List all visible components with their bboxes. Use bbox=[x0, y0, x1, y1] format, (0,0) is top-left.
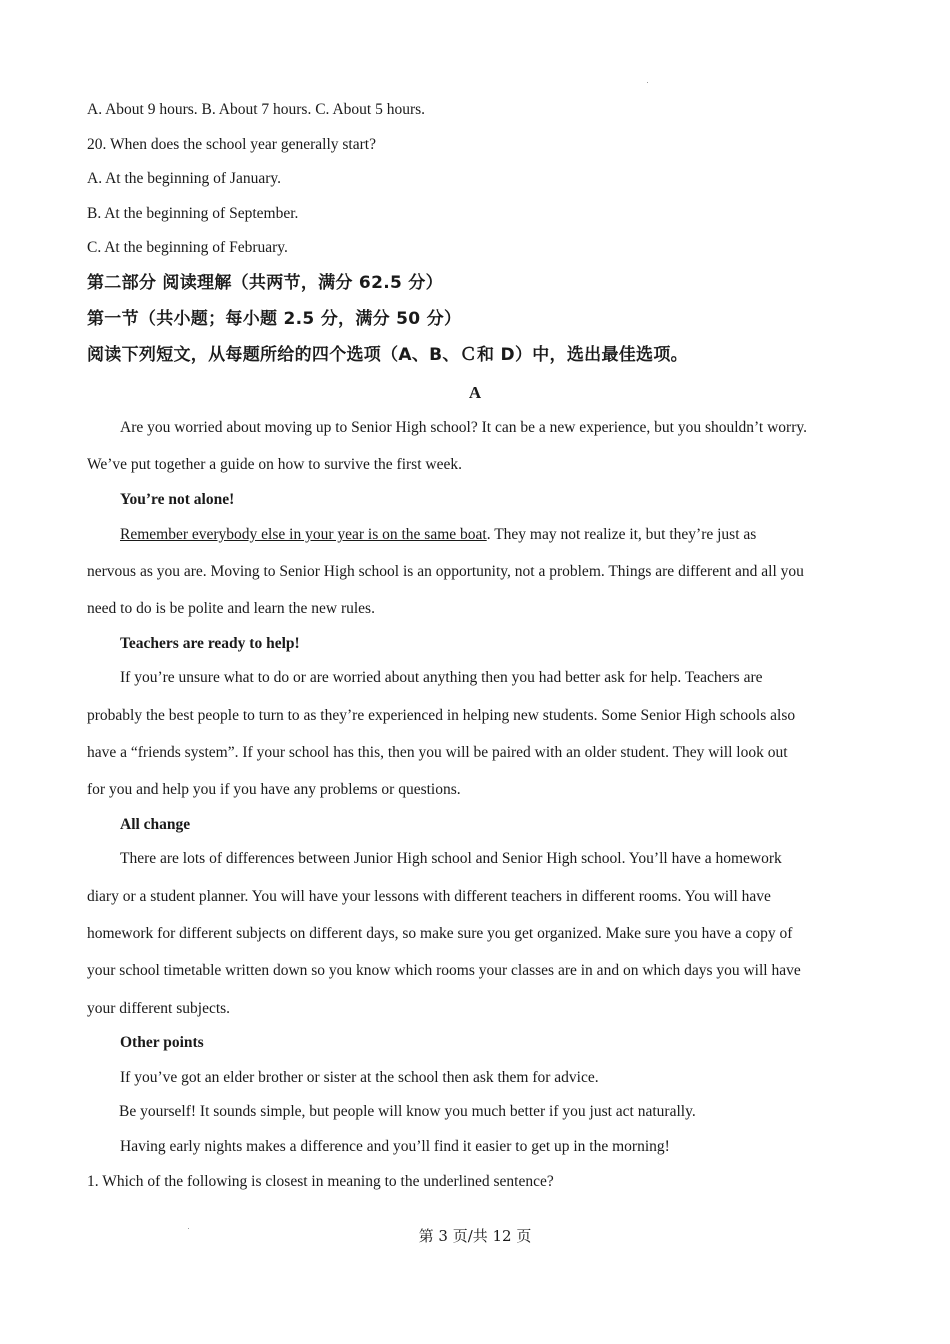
heading-all-change: All change bbox=[120, 816, 191, 833]
part-title: 第二部分 阅读理解（共两节，满分 62.5 分） bbox=[87, 273, 443, 293]
p1-line-1-rest: . They may not realize it, but they’re just as bbox=[486, 526, 757, 543]
q20-option-b: B. At the beginning of September. bbox=[87, 205, 299, 222]
q20-option-c: C. At the beginning of February. bbox=[87, 239, 288, 256]
p3-line-3: homework for different subjects on different days, so make sure you get organized. Make sure you have a copy of bbox=[87, 925, 793, 942]
q20-question: 20. When does the school year generally start? bbox=[87, 136, 376, 153]
section-subtitle: 第一节（共小题；每小题 2.5 分，满分 50 分） bbox=[87, 309, 462, 329]
p2-line-3: have a “friends system”. If your school has this, then you will be paired with an older student. They will look out bbox=[87, 744, 788, 761]
p2-line-1: If you’re unsure what to do or are worried about anything then you had better ask for help. Teachers are bbox=[120, 669, 763, 686]
p4-line-3: Having early nights makes a difference and you’ll find it easier to get up in the morning! bbox=[120, 1138, 670, 1155]
scan-dot bbox=[647, 82, 648, 83]
p4-line-2: Be yourself! It sounds simple, but people will know you much better if you just act naturally. bbox=[119, 1103, 696, 1120]
p3-line-5: your different subjects. bbox=[87, 1000, 231, 1017]
p1-line-3: need to do is be polite and learn the new rules. bbox=[87, 600, 375, 617]
heading-teachers: Teachers are ready to help! bbox=[120, 635, 300, 652]
section-instruction: 阅读下列短文，从每题所给的四个选项（A、B、Ｃ和 D）中，选出最佳选项。 bbox=[87, 345, 688, 365]
p3-line-1: There are lots of differences between Junior High school and Senior High school. You’ll have a homework bbox=[120, 850, 782, 867]
p4-line-1: If you’ve got an elder brother or sister at the school then ask them for advice. bbox=[120, 1069, 599, 1086]
p2-line-2: probably the best people to turn to as they’re experienced in helping new students. Some Senior High schools also bbox=[87, 707, 796, 724]
heading-not-alone: You’re not alone! bbox=[120, 491, 235, 508]
intro-line-2: We’ve put together a guide on how to survive the first week. bbox=[87, 456, 462, 473]
q19-options: A. About 9 hours. B. About 7 hours. C. About 5 hours. bbox=[87, 101, 426, 118]
page-footer: 第 3 页/共 12 页 bbox=[418, 1227, 532, 1245]
p2-line-4: for you and help you if you have any problems or questions. bbox=[87, 781, 461, 798]
p1-line-2: nervous as you are. Moving to Senior High school is an opportunity, not a problem. Things are different and all you bbox=[87, 563, 804, 580]
passage-letter: A bbox=[468, 383, 482, 402]
intro-line-1: Are you worried about moving up to Senior High school? It can be a new experience, but you shouldn’t worry. bbox=[120, 419, 808, 436]
question-1: 1. Which of the following is closest in meaning to the underlined sentence? bbox=[87, 1173, 554, 1190]
p1-line-1 bbox=[120, 525, 756, 545]
underlined-sentence: Remember everybody else in your year is on the same boat bbox=[120, 526, 487, 543]
p3-line-2: diary or a student planner. You will have your lessons with different teachers in different rooms. You will have bbox=[87, 888, 771, 905]
p3-line-4: your school timetable written down so you know which rooms your classes are in and on which days you will have bbox=[87, 962, 801, 979]
heading-other-points: Other points bbox=[120, 1034, 204, 1051]
q20-option-a: A. At the beginning of January. bbox=[87, 170, 281, 187]
